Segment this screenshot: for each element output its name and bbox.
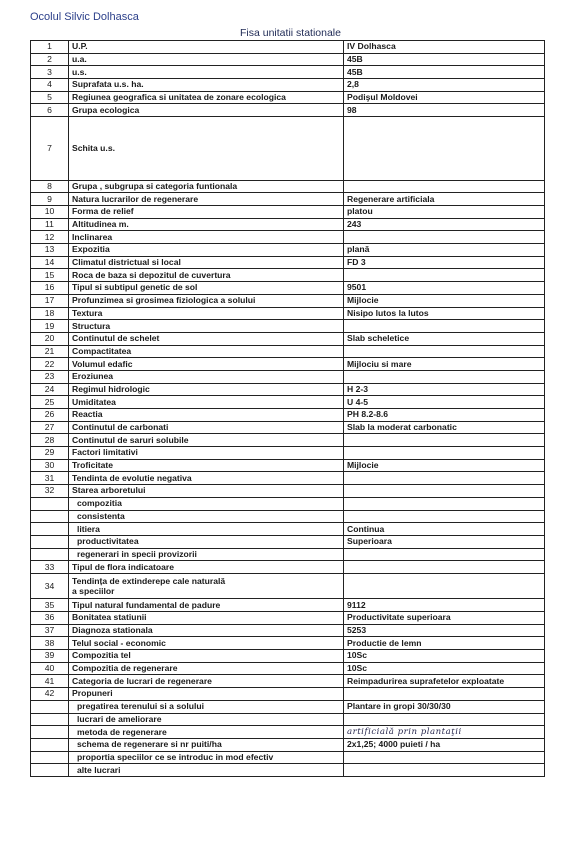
row-number: 3 xyxy=(31,66,69,79)
row-label: Compozitia de regenerare xyxy=(69,662,344,675)
row-label: pregatirea terenului si a solului xyxy=(69,700,344,713)
row-label: U.P. xyxy=(69,41,344,54)
row-value: Superioara xyxy=(344,535,545,548)
row-value: 9501 xyxy=(344,282,545,295)
row-number: 28 xyxy=(31,434,69,447)
row-value: 45B xyxy=(344,53,545,66)
row-label: Tipul de flora indicatoare xyxy=(69,561,344,574)
row-number: 26 xyxy=(31,409,69,422)
row-label: alte lucrari xyxy=(69,764,344,777)
table-row xyxy=(31,485,545,498)
row-number: 10 xyxy=(31,206,69,219)
row-value: U 4-5 xyxy=(344,396,545,409)
row-number xyxy=(31,548,69,561)
row-number: 2 xyxy=(31,53,69,66)
table-row xyxy=(31,637,545,650)
row-label: consistenta xyxy=(69,510,344,523)
table-row xyxy=(31,421,545,434)
row-number: 42 xyxy=(31,688,69,701)
row-label: Troficitate xyxy=(69,459,344,472)
row-value: 243 xyxy=(344,218,545,231)
table-row xyxy=(31,459,545,472)
row-value: platou xyxy=(344,206,545,219)
row-value xyxy=(344,764,545,777)
row-number xyxy=(31,726,69,739)
row-number: 18 xyxy=(31,307,69,320)
row-value: Mijlocie xyxy=(344,294,545,307)
table-row xyxy=(31,244,545,257)
table-row xyxy=(31,282,545,295)
row-value: IV Dolhasca xyxy=(344,41,545,54)
row-value xyxy=(344,751,545,764)
row-number: 31 xyxy=(31,472,69,485)
row-value xyxy=(344,561,545,574)
row-label: productivitatea xyxy=(69,535,344,548)
row-value: Plantare in gropi 30/30/30 xyxy=(344,700,545,713)
row-value xyxy=(344,497,545,510)
row-label: Climatul districtual si local xyxy=(69,256,344,269)
row-number: 32 xyxy=(31,485,69,498)
row-number xyxy=(31,764,69,777)
row-value: Reimpadurirea suprafetelor exploatate xyxy=(344,675,545,688)
row-value: 10Sc xyxy=(344,650,545,663)
row-label: Natura lucrarilor de regenerare xyxy=(69,193,344,206)
row-value-handwritten: artificială prin plantaţii xyxy=(344,726,545,739)
row-label: proportia speciilor ce se introduc in mod efectiv xyxy=(69,751,344,764)
row-number: 7 xyxy=(31,117,69,181)
row-number xyxy=(31,751,69,764)
row-number: 6 xyxy=(31,104,69,117)
table-row xyxy=(31,599,545,612)
row-value: Mijlocie xyxy=(344,459,545,472)
row-label: Compactitatea xyxy=(69,345,344,358)
row-label: Compozitia tel xyxy=(69,650,344,663)
row-value xyxy=(344,688,545,701)
row-number: 22 xyxy=(31,358,69,371)
row-label: Structura xyxy=(69,320,344,333)
row-label: Starea arboretului xyxy=(69,485,344,498)
row-label: Grupa ecologica xyxy=(69,104,344,117)
row-label: litiera xyxy=(69,523,344,536)
table-row xyxy=(31,269,545,282)
row-value xyxy=(344,573,545,598)
row-value: 2,8 xyxy=(344,79,545,92)
table-row xyxy=(31,370,545,383)
row-label: Continutul de schelet xyxy=(69,332,344,345)
row-number xyxy=(31,713,69,726)
row-label: Regimul hidrologic xyxy=(69,383,344,396)
table-row xyxy=(31,193,545,206)
row-number: 29 xyxy=(31,447,69,460)
table-row xyxy=(31,548,545,561)
row-label: Volumul edafic xyxy=(69,358,344,371)
table-row xyxy=(31,612,545,625)
table-row xyxy=(31,307,545,320)
row-value: Slab scheletice xyxy=(344,332,545,345)
row-label: Profunzimea si grosimea fiziologica a solului xyxy=(69,294,344,307)
table-row xyxy=(31,206,545,219)
row-number: 36 xyxy=(31,612,69,625)
row-value xyxy=(344,345,545,358)
row-number: 27 xyxy=(31,421,69,434)
row-value: Slab la moderat carbonatic xyxy=(344,421,545,434)
row-number: 25 xyxy=(31,396,69,409)
row-value: Productivitate superioara xyxy=(344,612,545,625)
page-title: Fisa unitatii stationale xyxy=(240,27,341,39)
table-row xyxy=(31,713,545,726)
row-value: 5253 xyxy=(344,624,545,637)
row-value xyxy=(344,472,545,485)
row-number: 37 xyxy=(31,624,69,637)
row-number xyxy=(31,738,69,751)
row-label: Telul social - economic xyxy=(69,637,344,650)
row-label: Roca de baza si depozitul de cuvertura xyxy=(69,269,344,282)
row-number: 38 xyxy=(31,637,69,650)
row-value xyxy=(344,320,545,333)
row-number: 39 xyxy=(31,650,69,663)
table-row xyxy=(31,383,545,396)
table-row xyxy=(31,409,545,422)
row-number: 14 xyxy=(31,256,69,269)
table-row xyxy=(31,358,545,371)
row-value: Podişul Moldovei xyxy=(344,91,545,104)
row-number: 30 xyxy=(31,459,69,472)
row-value: H 2-3 xyxy=(344,383,545,396)
table-row xyxy=(31,218,545,231)
table-row xyxy=(31,180,545,193)
row-value: FD 3 xyxy=(344,256,545,269)
row-number: 40 xyxy=(31,662,69,675)
row-value xyxy=(344,180,545,193)
row-label: u.a. xyxy=(69,53,344,66)
row-label: Tipul si subtipul genetic de sol xyxy=(69,282,344,295)
row-label-line-1: Tendința de extinderepe cale naturală xyxy=(72,576,226,587)
row-label: Grupa , subgrupa si categoria funtionala xyxy=(69,180,344,193)
row-label: Tendinta de evolutie negativa xyxy=(69,472,344,485)
row-value: 9112 xyxy=(344,599,545,612)
row-value: Nisipo lutos la lutos xyxy=(344,307,545,320)
row-value: Productie de lemn xyxy=(344,637,545,650)
row-value: 10Sc xyxy=(344,662,545,675)
row-label: Expozitia xyxy=(69,244,344,257)
row-label xyxy=(69,573,344,598)
table-row xyxy=(31,561,545,574)
row-label: Continutul de saruri solubile xyxy=(69,434,344,447)
row-number: 4 xyxy=(31,79,69,92)
table-row xyxy=(31,662,545,675)
row-number: 35 xyxy=(31,599,69,612)
table-row xyxy=(31,79,545,92)
row-number: 9 xyxy=(31,193,69,206)
row-label: lucrari de ameliorare xyxy=(69,713,344,726)
table-row xyxy=(31,66,545,79)
table-row xyxy=(31,320,545,333)
row-number: 34 xyxy=(31,573,69,598)
row-number: 1 xyxy=(31,41,69,54)
row-label: regenerari in specii provizorii xyxy=(69,548,344,561)
row-label: compozitia xyxy=(69,497,344,510)
row-label: Schita u.s. xyxy=(69,117,344,181)
table-row xyxy=(31,231,545,244)
row-label: Continutul de carbonati xyxy=(69,421,344,434)
row-value: 98 xyxy=(344,104,545,117)
row-number: 19 xyxy=(31,320,69,333)
row-label-line-2: a speciilor xyxy=(72,586,115,597)
row-number: 33 xyxy=(31,561,69,574)
table-row xyxy=(31,535,545,548)
row-number: 17 xyxy=(31,294,69,307)
row-number: 12 xyxy=(31,231,69,244)
table-row xyxy=(31,53,545,66)
row-label: Factori limitativi xyxy=(69,447,344,460)
station-unit-table xyxy=(30,40,545,777)
row-number xyxy=(31,510,69,523)
table-row xyxy=(31,104,545,117)
table-row xyxy=(31,434,545,447)
row-value: Mijlociu si mare xyxy=(344,358,545,371)
table-row xyxy=(31,751,545,764)
row-label: Textura xyxy=(69,307,344,320)
row-label: Bonitatea statiunii xyxy=(69,612,344,625)
table-row xyxy=(31,41,545,54)
row-value xyxy=(344,713,545,726)
row-value xyxy=(344,548,545,561)
table-row xyxy=(31,573,545,598)
row-label: Regiunea geografica si unitatea de zonare ecologica xyxy=(69,91,344,104)
row-value: Continua xyxy=(344,523,545,536)
row-label: Altitudinea m. xyxy=(69,218,344,231)
row-value: Regenerare artificiala xyxy=(344,193,545,206)
row-value: 2x1,25; 4000 puieti / ha xyxy=(344,738,545,751)
row-number: 20 xyxy=(31,332,69,345)
row-number: 8 xyxy=(31,180,69,193)
row-number: 41 xyxy=(31,675,69,688)
row-number xyxy=(31,497,69,510)
row-number: 5 xyxy=(31,91,69,104)
row-label: schema de regenerare si nr puiti/ha xyxy=(69,738,344,751)
row-number: 11 xyxy=(31,218,69,231)
row-number: 15 xyxy=(31,269,69,282)
table-row xyxy=(31,117,545,181)
row-label: Forma de relief xyxy=(69,206,344,219)
table-row xyxy=(31,91,545,104)
row-number xyxy=(31,535,69,548)
table-row xyxy=(31,345,545,358)
table-row xyxy=(31,332,545,345)
table-row xyxy=(31,447,545,460)
table-row xyxy=(31,510,545,523)
row-label: Propuneri xyxy=(69,688,344,701)
row-value xyxy=(344,447,545,460)
row-number xyxy=(31,700,69,713)
row-label: Umiditatea xyxy=(69,396,344,409)
row-label: Diagnoza stationala xyxy=(69,624,344,637)
row-label: Eroziunea xyxy=(69,370,344,383)
row-number: 24 xyxy=(31,383,69,396)
row-number xyxy=(31,523,69,536)
row-value xyxy=(344,269,545,282)
table-row xyxy=(31,764,545,777)
row-value: plană xyxy=(344,244,545,257)
table-row xyxy=(31,650,545,663)
table-row xyxy=(31,688,545,701)
row-number: 21 xyxy=(31,345,69,358)
row-value: 45B xyxy=(344,66,545,79)
table-row xyxy=(31,726,545,739)
table-row xyxy=(31,523,545,536)
table-row xyxy=(31,472,545,485)
row-number: 16 xyxy=(31,282,69,295)
table-row xyxy=(31,675,545,688)
row-label: Suprafata u.s. ha. xyxy=(69,79,344,92)
table-row xyxy=(31,738,545,751)
forest-district-name: Ocolul Silvic Dolhasca xyxy=(30,11,139,23)
row-value xyxy=(344,117,545,181)
row-value xyxy=(344,370,545,383)
row-number: 23 xyxy=(31,370,69,383)
row-label: u.s. xyxy=(69,66,344,79)
row-value xyxy=(344,510,545,523)
row-value: PH 8.2-8.6 xyxy=(344,409,545,422)
row-label: Reactia xyxy=(69,409,344,422)
table-row xyxy=(31,396,545,409)
table-row xyxy=(31,700,545,713)
table-row xyxy=(31,294,545,307)
row-label: metoda de regenerare xyxy=(69,726,344,739)
table-body xyxy=(31,41,545,777)
row-value xyxy=(344,231,545,244)
table-row xyxy=(31,497,545,510)
row-label: Tipul natural fundamental de padure xyxy=(69,599,344,612)
row-value xyxy=(344,485,545,498)
row-value xyxy=(344,434,545,447)
table-row xyxy=(31,624,545,637)
row-label: Inclinarea xyxy=(69,231,344,244)
table-row xyxy=(31,256,545,269)
row-label: Categoria de lucrari de regenerare xyxy=(69,675,344,688)
row-number: 13 xyxy=(31,244,69,257)
